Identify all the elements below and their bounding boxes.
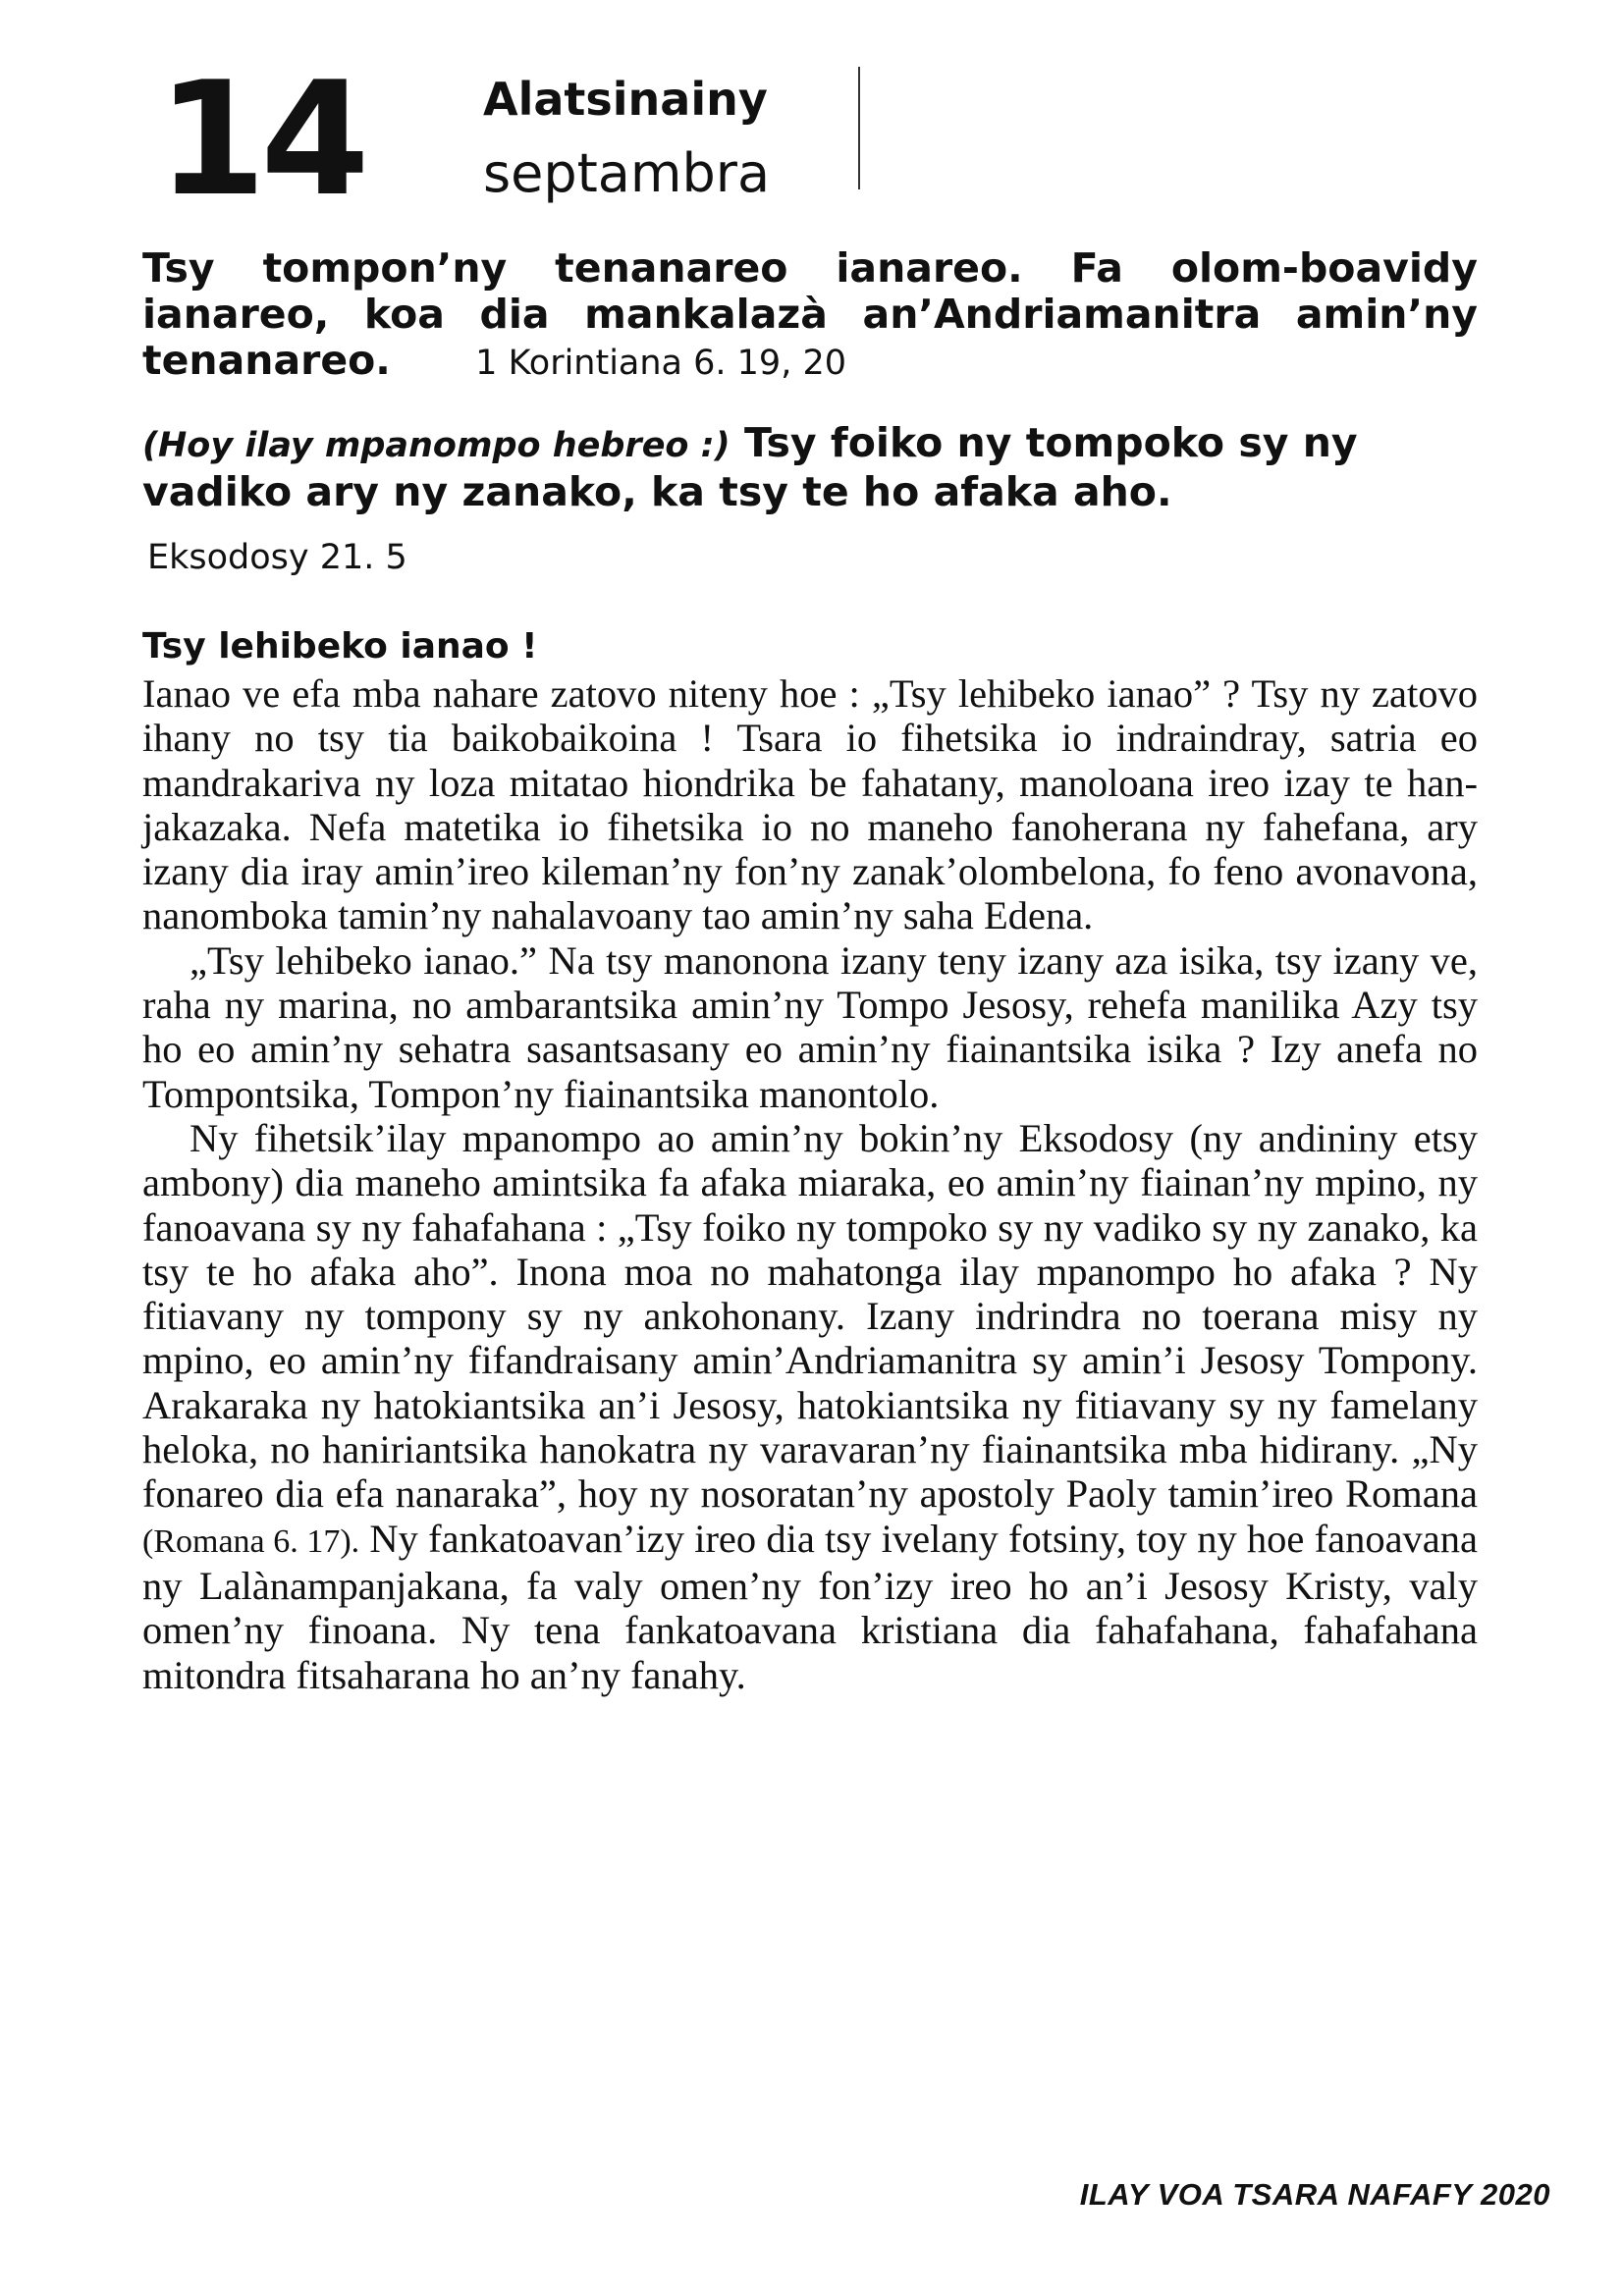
article-paragraph bbox=[142, 1116, 1478, 1697]
article-paragraph: Ianao ve efa mba nahare zatovo niteny hoe : „Tsy lehibeko ianao” ? Tsy ny zatovo ihany no tsy tia baikobaikoina ! Tsara io fihetsika io indraindray, satria eo mandrakariva ny loza mitatao hiondrika be fahatany, manoloana ireo izay te hanjakazaka. Nefa matetika io fihetsika io no maneho fanoherana ny fahefana, ary izany dia iray amin’ireo kileman’ny fon’ny zanak’olombelona, fo feno avonavona, nanomboka tamin’ny nahalavoany tao amin’ny saha Edena. bbox=[142, 671, 1478, 938]
verse-2-lead-in: (Hoy ilay mpanompo hebreo :) bbox=[142, 426, 730, 465]
article-paragraph: „Tsy lehibeko ianao.” Na tsy manonona izany teny izany aza isika, tsy izany ve, raha ny marina, no ambarantsika amin’ny Tompo Jesosy, rehefa manilika Azy tsy ho eo amin’ny sehatra sasantsasany eo amin’ny fiainantsika isika ? Izy anefa no Tompontsika, Tompon’ny fiainantsika manontolo. bbox=[142, 937, 1478, 1116]
verse-2-text: Tsy foiko ny tompoko sy ny vadiko ary ny zanako, ka tsy te ho afaka aho. bbox=[142, 419, 1358, 515]
article-paragraph-text: Ny fankatoavan’izy ireo dia tsy ivelany fotsiny, toy ny hoe fanoavana ny Lalànampanjakana, fa valy omen’ny fon’izy ireo ho an’i Jesosy Kristy, valy omen’ny finoana. Ny tena fankatoavana kristiana dia fahafahana, fahafahana mitondra fitsaharana ho an’ny fanahy. bbox=[142, 1516, 1479, 1697]
publication-footer: ILAY VOA TSARA NAFAFY 2020 bbox=[1079, 2177, 1550, 2212]
verse-1 bbox=[142, 245, 1478, 387]
article-title: Tsy lehibeko ianao ! bbox=[142, 626, 538, 667]
verse-2 bbox=[142, 420, 1478, 515]
month-label: septambra bbox=[483, 142, 771, 204]
header-divider bbox=[858, 67, 860, 189]
article-paragraph-text: Ny fihetsik’ilay mpanompo ao amin’ny bokin’ny Eksodosy (ny andininy etsy ambony) dia maneho amintsika fa afaka miaraka, eo amin’ny fiainan’ny mpino, ny fanoavana sy ny fahafahana : „Tsy foiko ny tompoko sy ny vadiko sy ny zanako, ka tsy te ho afaka aho”. Inona moa no mahatonga ilay mpanompo ho afaka ? Ny fitiavany ny tompony sy ny ankohonany. Izany indrindra no toerana misy ny mpino, eo amin’ny fifandraisany amin’Andriamanitra sy amin’i Jesosy Tompony. Arakaraka ny hatokiantsika an’i Jesosy, hatokiantsika ny fitiavany sy ny famelany heloka, no haniriantsika hanokatra ny varavaran’ny fiainantsika mba hidirany. „Ny fonareo dia efa nanaraka”, hoy ny nosoratan’ny apostoly Paoly tamin’ireo Romana bbox=[142, 1115, 1478, 1517]
article-body bbox=[142, 671, 1478, 1697]
scripture-reference: (Romana 6. 17). bbox=[142, 1522, 360, 1560]
weekday-label: Alatsinainy bbox=[483, 73, 768, 126]
verse-2-reference: Eksodosy 21. 5 bbox=[147, 538, 407, 577]
verse-1-reference: 1 Korintiana 6. 19, 20 bbox=[475, 344, 846, 383]
verse-1-text: Tsy tompon’ny tenanareo ianareo. Fa olom-boavidy ianareo, koa dia mankalazà an’Andriamanitra amin’ny tenanareo. bbox=[142, 244, 1478, 384]
day-number: 14 bbox=[157, 47, 364, 231]
